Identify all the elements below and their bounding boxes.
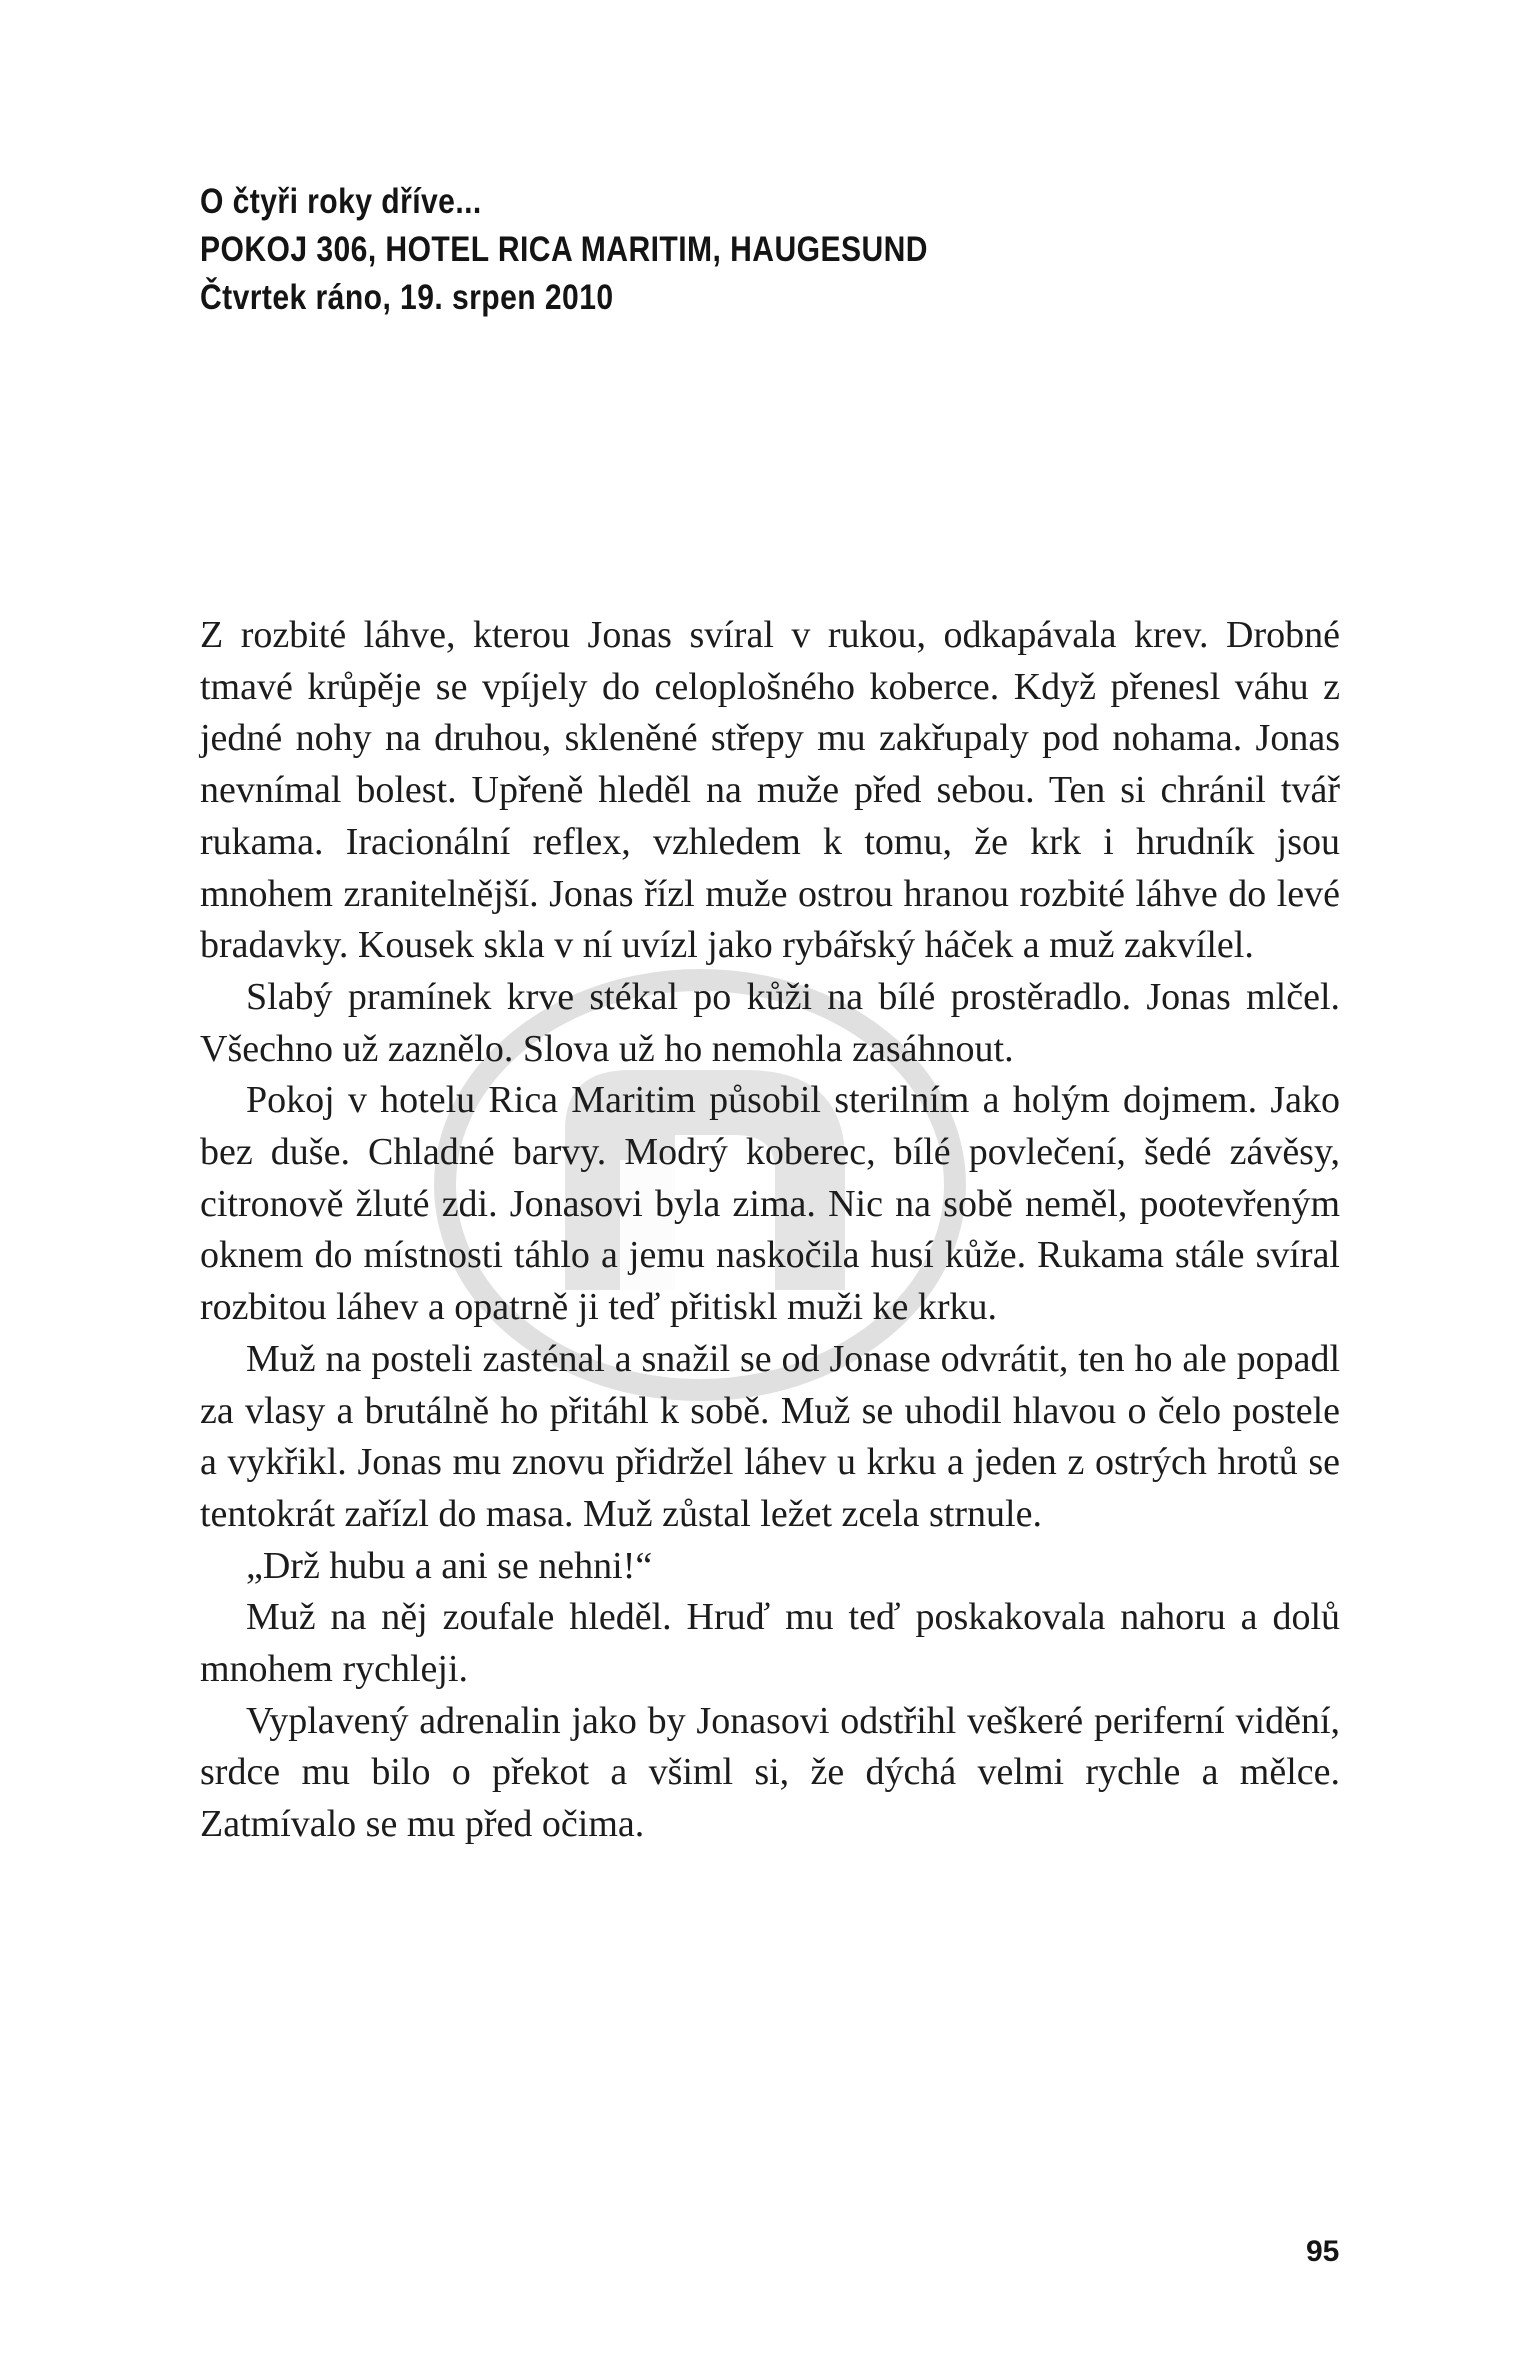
paragraph: Muž na něj zoufale hleděl. Hruď mu teď poskakovala nahoru a dolů mnohem rychleji. [200, 1596, 1340, 1691]
heading-date: Čtvrtek ráno, 19. srpen 2010 [200, 278, 614, 317]
paragraph: Pokoj v hotelu Rica Maritim působil sterilním a holým dojmem. Jako bez duše. Chladné barvy. Modrý koberec, bílé povlečení, šedé závěsy, citronově žluté zdi. Jonasovi byla zima. Nic na sobě neměl, pootevřeným oknem do místnosti táhlo a jemu naskočila husí kůže. Rukama stále svíral rozbitou láhev a opatrně ji teď přitiskl muži ke krku. [200, 1079, 1340, 1329]
paragraph: Z rozbité láhve, kterou Jonas svíral v rukou, odkapávala krev. Drobné tmavé krůpěje se vpíjely do celoplošného koberce. Když přenesl váhu z jedné nohy na druhou, skleněné střepy mu zakřupaly pod nohama. Jonas nevnímal bolest. Upřeně hleděl na muže před sebou. Ten si chránil tvář rukama. Iracionální reflex, vzhledem k tomu, že krk i hrudník jsou mnohem zranitelnější. Jonas řízl muže ostrou hranou rozbité láhve do levé bradavky. Kousek skla v ní uvízl jako rybářský háček a muž zakvílel. [200, 614, 1340, 967]
paragraph: Muž na posteli zasténal a snažil se od Jonase odvrátit, ten ho ale popadl za vlasy a brutálně ho přitáhl k sobě. Muž se uhodil hlavou o čelo postele a vykřikl. Jonas mu znovu přidržel láhev u krku a jeden z ostrých hrotů se tentokrát zařízl do masa. Muž zůstal ležet zcela strnule. [200, 1337, 1340, 1535]
paragraph: Slabý pramínek krve stékal po kůži na bílé prostěradlo. Jonas mlčel. Všechno už zaznělo. Slova už ho nemohla zasáhnout. [200, 975, 1340, 1070]
body-text [200, 610, 1340, 1851]
chapter-heading [200, 178, 1189, 322]
page-number: 95 [1306, 2235, 1340, 2268]
heading-time: O čtyři roky dříve... [200, 182, 482, 221]
paragraph: „Drž hubu a ani se nehni!“ [246, 1544, 653, 1587]
heading-location: POKOJ 306, HOTEL RICA MARITIM, HAUGESUND [200, 230, 928, 269]
paragraph: Vyplavený adrenalin jako by Jonasovi odstřihl veškeré periferní vidění, srdce mu bilo o překot a všiml si, že dýchá velmi rychle a mělce. Zatmívalo se mu před očima. [200, 1699, 1340, 1846]
